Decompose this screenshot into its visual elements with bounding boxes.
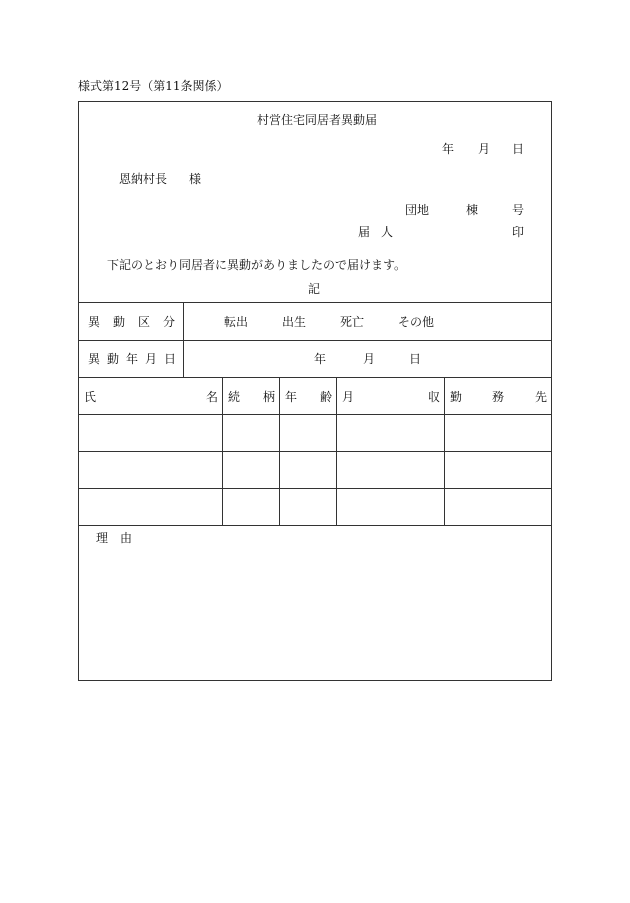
todokenin-char-2: 人 <box>381 225 394 239</box>
divider-col-4 <box>444 377 445 525</box>
divider-row-3 <box>78 525 552 526</box>
divider-header <box>78 302 552 303</box>
statement-text: 下記のとおり同居者に異動がありましたので届けます。 <box>107 258 407 272</box>
option-shussei: 出生 <box>282 315 307 329</box>
riyu-char: 理 <box>96 531 109 545</box>
divider-kubun <box>78 340 552 341</box>
divider-row-1 <box>78 451 552 452</box>
col-kinmusaki-char: 先 <box>535 390 548 404</box>
col-shimei-char: 名 <box>206 390 219 404</box>
divider-col-2 <box>279 377 280 525</box>
ido-kubun-char: 異 <box>88 315 101 329</box>
divider-row-2 <box>78 488 552 489</box>
ido-kubun-char: 分 <box>163 315 176 329</box>
col-nenrei-char: 齢 <box>320 390 333 404</box>
form-title: 村営住宅同居者異動届 <box>257 113 378 127</box>
danchi-label: 団地 <box>405 203 430 217</box>
divider-col-3 <box>336 377 337 525</box>
col-zokugara-char: 柄 <box>263 390 276 404</box>
ki-label: 記 <box>308 282 321 296</box>
ido-date-char: 異 <box>88 352 101 366</box>
divider-col-1 <box>222 377 223 525</box>
seal-mark: 印 <box>512 225 525 239</box>
option-tenshutsu: 転出 <box>224 315 249 329</box>
col-gesshu-char: 月 <box>342 390 355 404</box>
divider-label-column <box>183 302 184 377</box>
ido-kubun-char: 区 <box>138 315 151 329</box>
col-kinmusaki-char: 勤 <box>450 390 463 404</box>
gou-label: 号 <box>512 203 525 217</box>
tou-label: 棟 <box>466 203 479 217</box>
ido-date-char: 日 <box>164 352 177 366</box>
divider-col-header <box>78 414 552 415</box>
col-shimei-char: 氏 <box>84 390 97 404</box>
riyu-char: 由 <box>120 531 133 545</box>
form-frame <box>78 101 552 681</box>
col-gesshu-char: 収 <box>428 390 441 404</box>
ido-date-char: 年 <box>126 352 139 366</box>
col-nenrei-char: 年 <box>285 390 298 404</box>
date-month-label: 月 <box>478 142 491 156</box>
divider-date <box>78 377 552 378</box>
col-kinmusaki-char: 務 <box>492 390 505 404</box>
ido-kubun-char: 動 <box>113 315 126 329</box>
ido-date-day: 日 <box>409 352 422 366</box>
ido-date-month: 月 <box>363 352 376 366</box>
todokenin-char-1: 届 <box>358 225 371 239</box>
form-number: 様式第12号（第11条関係） <box>78 79 229 93</box>
ido-date-char: 動 <box>107 352 120 366</box>
date-day-label: 日 <box>512 142 525 156</box>
col-zokugara-char: 続 <box>228 390 241 404</box>
date-year-label: 年 <box>442 142 455 156</box>
ido-date-year: 年 <box>314 352 327 366</box>
ido-date-char: 月 <box>145 352 158 366</box>
honorific: 様 <box>189 172 202 186</box>
option-sonota: その他 <box>398 315 435 329</box>
option-shibou: 死亡 <box>340 315 365 329</box>
addressee: 恩納村長 <box>119 172 168 186</box>
